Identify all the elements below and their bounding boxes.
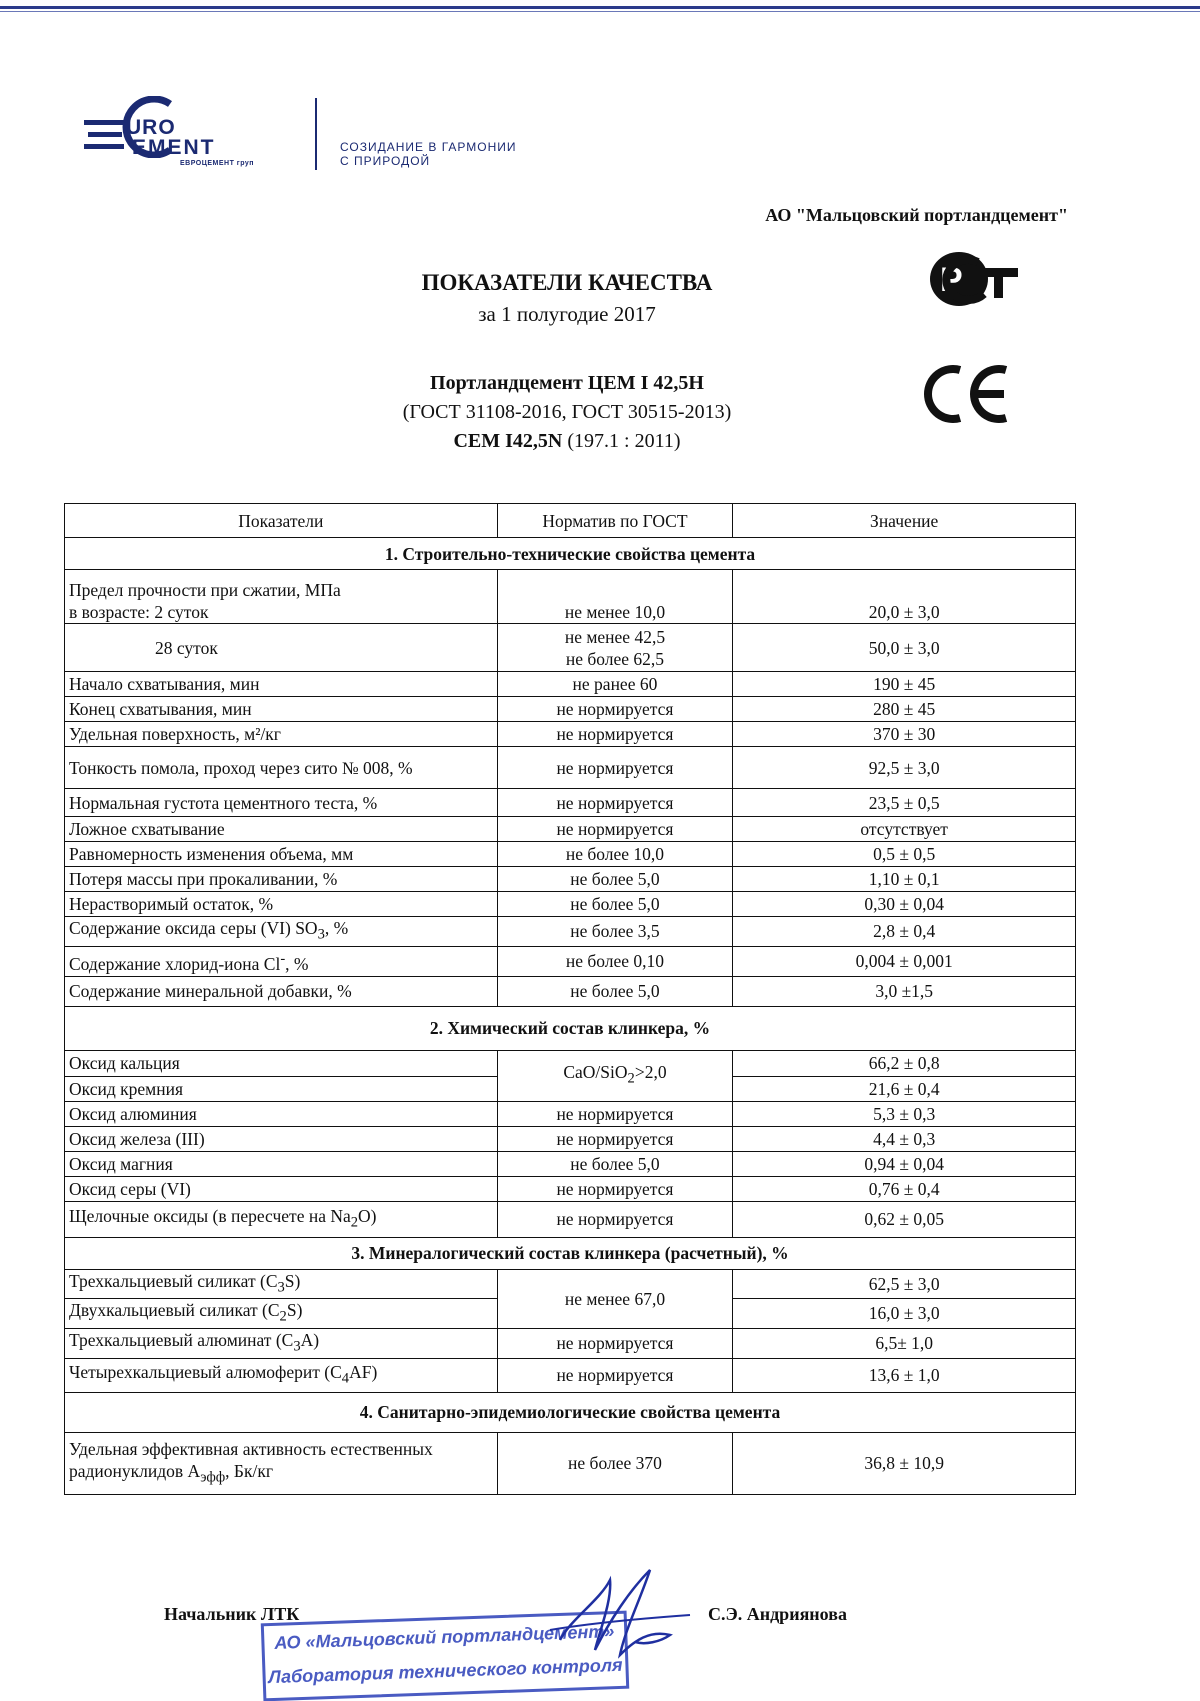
table-header-row <box>65 504 1076 538</box>
table-row <box>65 789 1076 817</box>
alkali-b: O) <box>358 1205 377 1226</box>
strength-title: Предел прочности при сжатии, МПа <box>69 580 341 600</box>
c2s-a: Двухкальциевый силикат (C <box>69 1300 280 1320</box>
section-title-4: 4. Санитарно-эпидемиологические свойства цемента <box>65 1392 1076 1432</box>
row-value: отсутствует <box>733 817 1076 842</box>
ratio-sub: 2 <box>627 1070 635 1087</box>
signatory-role: Начальник ЛТК <box>164 1604 300 1624</box>
row-name: Конец схватывания, мин <box>65 697 498 722</box>
row-name: Начало схватывания, мин <box>65 672 498 697</box>
row-norm: не более 5,0 <box>497 892 733 917</box>
table-row <box>65 946 1076 976</box>
section-row-3 <box>65 1237 1076 1269</box>
row-value: 0,62 ± 0,05 <box>733 1201 1076 1237</box>
row-name: Содержание минеральной добавки, % <box>65 976 498 1006</box>
table-row <box>65 672 1076 697</box>
table-row <box>65 917 1076 947</box>
document-title: ПОКАЗАТЕЛИ КАЧЕСТВА <box>421 270 713 295</box>
row-norm: не нормируется <box>497 1126 733 1151</box>
row-name: Оксид кальция <box>65 1050 498 1076</box>
alkali-a: Щелочные оксиды (в пересчете на Na <box>69 1205 351 1226</box>
c2s-sub: 2 <box>279 1308 287 1325</box>
row-norm: не нормируется <box>497 817 733 842</box>
handwritten-signature <box>540 1560 710 1670</box>
table-row <box>65 1269 1076 1299</box>
header-indicator: Показатели <box>65 504 498 538</box>
row-value: 66,2 ± 0,8 <box>733 1050 1076 1076</box>
table-row <box>65 1201 1076 1237</box>
slogan-line2: С ПРИРОДОЙ <box>340 154 431 168</box>
cem-name: CEM I42,5N <box>453 430 563 452</box>
c3a-b: A) <box>300 1329 320 1350</box>
row-name-so3 <box>65 917 498 947</box>
row-norm: не нормируется <box>497 1101 733 1126</box>
table-row <box>65 747 1076 789</box>
table-row <box>65 867 1076 892</box>
section-row-4 <box>65 1392 1076 1432</box>
table-row <box>65 842 1076 867</box>
c4af-a: Четырехкальциевый алюмоферит (C <box>69 1361 342 1382</box>
slogan <box>340 140 517 168</box>
logo-euro-e-icon <box>84 116 124 156</box>
row-name: Тонкость помола, проход через сито № 008, % <box>65 747 498 789</box>
row-name: Ложное схватывание <box>65 817 498 842</box>
row-value: 13,6 ± 1,0 <box>733 1358 1076 1392</box>
row-value: 50,0 ± 3,0 <box>733 624 1076 672</box>
row-name: Оксид кремния <box>65 1076 498 1101</box>
table-row <box>65 976 1076 1006</box>
rst-certification-icon <box>926 248 1020 310</box>
row-norm: не нормируется <box>497 1176 733 1201</box>
row-value: 280 ± 45 <box>733 697 1076 722</box>
header-value: Значение <box>733 504 1076 538</box>
table-row <box>65 1050 1076 1076</box>
table-row <box>65 1101 1076 1126</box>
row-value: 0,5 ± 0,5 <box>733 842 1076 867</box>
slogan-line1: СОЗИДАНИЕ В ГАРМОНИИ <box>340 140 517 154</box>
so3-sub: 3 <box>317 926 325 943</box>
row-norm: не более 3,5 <box>497 917 733 947</box>
row-name: Удельная поверхность, м²/кг <box>65 722 498 747</box>
row-norm: не нормируется <box>497 789 733 817</box>
row-value: 92,5 ± 3,0 <box>733 747 1076 789</box>
strength-age2: в возрасте: 2 суток <box>69 602 209 622</box>
so3-text: Содержание оксида серы (VI) SO <box>69 918 318 938</box>
row-norm: не более 0,10 <box>497 946 733 976</box>
c3a-a: Трехкальциевый алюминат (C <box>69 1329 294 1350</box>
row-value: 2,8 ± 0,4 <box>733 917 1076 947</box>
table-row <box>65 817 1076 842</box>
table-row <box>65 1151 1076 1176</box>
c4af-b: AF) <box>349 1361 378 1382</box>
table-row <box>65 722 1076 747</box>
norm-line2: не более 62,5 <box>565 648 665 669</box>
row-norm: не нормируется <box>497 722 733 747</box>
row-value: 6,5± 1,0 <box>733 1328 1076 1358</box>
row-name-cl <box>65 946 498 976</box>
row-value: 370 ± 30 <box>733 722 1076 747</box>
row-value: 190 ± 45 <box>733 672 1076 697</box>
radio-text: радионуклидов А <box>69 1460 201 1481</box>
row-name: Потеря массы при прокаливании, % <box>65 867 498 892</box>
logo-text-line1: URO <box>126 116 176 139</box>
eurocement-logo <box>84 96 284 176</box>
cl-tail: , % <box>285 953 309 974</box>
top-border-line <box>0 6 1200 9</box>
row-value: 0,94 ± 0,04 <box>733 1151 1076 1176</box>
document-period: за 1 полугодие 2017 <box>478 302 656 326</box>
row-norm: не нормируется <box>497 697 733 722</box>
product-standards: (ГОСТ 31108-2016, ГОСТ 30515-2013) <box>402 401 732 423</box>
table-row <box>65 1176 1076 1201</box>
row-name-radionuclides <box>65 1432 498 1494</box>
row-name: Равномерность изменения объема, мм <box>65 842 498 867</box>
row-norm: не менее 10,0 <box>497 570 733 624</box>
cem-standard: (197.1 : 2011) <box>567 430 681 452</box>
row-name: Оксид серы (VI) <box>65 1176 498 1201</box>
row-name-c3a <box>65 1328 498 1358</box>
c3s-a: Трехкальциевый силикат (C <box>69 1270 278 1291</box>
row-value: 0,30 ± 0,04 <box>733 892 1076 917</box>
ratio-a: CaO/SiO <box>563 1062 628 1083</box>
section-row-2 <box>65 1006 1076 1050</box>
product-en-designation <box>302 430 832 453</box>
row-norm: не нормируется <box>497 1328 733 1358</box>
row-name-strength <box>65 570 498 624</box>
row-value: 5,3 ± 0,3 <box>733 1101 1076 1126</box>
row-norm: не более 370 <box>497 1432 733 1494</box>
table-row <box>65 697 1076 722</box>
row-name-c2s <box>65 1299 498 1329</box>
c3s-b: S) <box>284 1270 301 1291</box>
product-name: Портландцемент ЦЕМ I 42,5Н <box>430 372 704 394</box>
row-norm: не нормируется <box>497 1358 733 1392</box>
alkali-sub: 2 <box>350 1214 359 1231</box>
radio-tail: , Бк/кг <box>225 1460 274 1481</box>
section-row-1 <box>65 538 1076 570</box>
row-norm: не более 5,0 <box>497 1151 733 1176</box>
svg-text:P: P <box>940 261 963 299</box>
c2s-b: S) <box>286 1300 303 1320</box>
row-name: 28 суток <box>65 624 498 672</box>
cl-sup: - <box>280 950 286 967</box>
row-value: 0,76 ± 0,4 <box>733 1176 1076 1201</box>
radio-sub: эфф <box>200 1469 226 1486</box>
row-name: Оксид железа (III) <box>65 1126 498 1151</box>
radio-line1: Удельная эффективная активность естественных <box>69 1438 433 1459</box>
section-title-3: 3. Минералогический состав клинкера (расчетный), % <box>65 1237 1076 1269</box>
row-value: 62,5 ± 3,0 <box>733 1269 1076 1299</box>
ratio-b: >2,0 <box>634 1062 667 1083</box>
c3s-sub: 3 <box>277 1279 285 1295</box>
row-value: 20,0 ± 3,0 <box>733 570 1076 624</box>
top-border-line-thin <box>0 11 1200 12</box>
section-title-1: 1. Строительно-технические свойства цемента <box>65 538 1076 570</box>
table-row <box>65 570 1076 624</box>
table-row <box>65 1358 1076 1392</box>
row-value: 36,8 ± 10,9 <box>733 1432 1076 1494</box>
row-norm-ratio <box>497 1050 733 1101</box>
company-name: АО "Мальцовский портландцемент" <box>765 205 1068 225</box>
stamp-line1: АО «Мальцовский портландцемент» <box>274 1621 615 1653</box>
row-norm: не нормируется <box>497 1201 733 1237</box>
c3a-sub: 3 <box>293 1338 301 1355</box>
logo-divider <box>315 98 317 170</box>
row-norm-silicates: не менее 67,0 <box>497 1269 733 1328</box>
header-norm: Норматив по ГОСТ <box>497 504 733 538</box>
row-name-c4af <box>65 1358 498 1392</box>
row-value: 0,004 ± 0,001 <box>733 946 1076 976</box>
cl-text: Содержание хлорид-иона Cl <box>69 953 281 974</box>
row-name: Нормальная густота цементного теста, % <box>65 789 498 817</box>
logo-text-line3: ЕВРОЦЕМЕНТ груп <box>180 160 255 167</box>
row-name-alkali <box>65 1201 498 1237</box>
quality-table <box>64 503 1076 1495</box>
c4af-sub: 4 <box>341 1370 350 1387</box>
row-value: 3,0 ±1,5 <box>733 976 1076 1006</box>
row-name: Оксид магния <box>65 1151 498 1176</box>
row-name-c3s <box>65 1269 498 1299</box>
section-title-2: 2. Химический состав клинкера, % <box>65 1006 1076 1050</box>
row-value: 23,5 ± 0,5 <box>733 789 1076 817</box>
signatory-name: С.Э. Андриянова <box>708 1604 847 1624</box>
radio-line2 <box>69 1460 493 1489</box>
row-norm: не более 10,0 <box>497 842 733 867</box>
row-norm: не ранее 60 <box>497 672 733 697</box>
ce-marking-icon <box>922 364 1010 424</box>
row-norm: не более 5,0 <box>497 976 733 1006</box>
row-norm <box>497 624 733 672</box>
norm-line1: не менее 42,5 <box>564 626 666 647</box>
row-value: 21,6 ± 0,4 <box>733 1076 1076 1101</box>
table-row <box>65 1432 1076 1494</box>
so3-tail: , % <box>324 918 349 938</box>
row-value: 16,0 ± 3,0 <box>733 1299 1076 1329</box>
table-row <box>65 1126 1076 1151</box>
row-value: 1,10 ± 0,1 <box>733 867 1076 892</box>
logo-text-line2: EMENT <box>132 136 216 159</box>
stamp-line2: Лаборатория технического контроля <box>268 1654 623 1688</box>
table-row <box>65 892 1076 917</box>
row-norm: не более 5,0 <box>497 867 733 892</box>
table-row <box>65 1328 1076 1358</box>
table-row <box>65 624 1076 672</box>
row-name: Нерастворимый остаток, % <box>65 892 498 917</box>
row-value: 4,4 ± 0,3 <box>733 1126 1076 1151</box>
row-name: Оксид алюминия <box>65 1101 498 1126</box>
row-norm: не нормируется <box>497 747 733 789</box>
